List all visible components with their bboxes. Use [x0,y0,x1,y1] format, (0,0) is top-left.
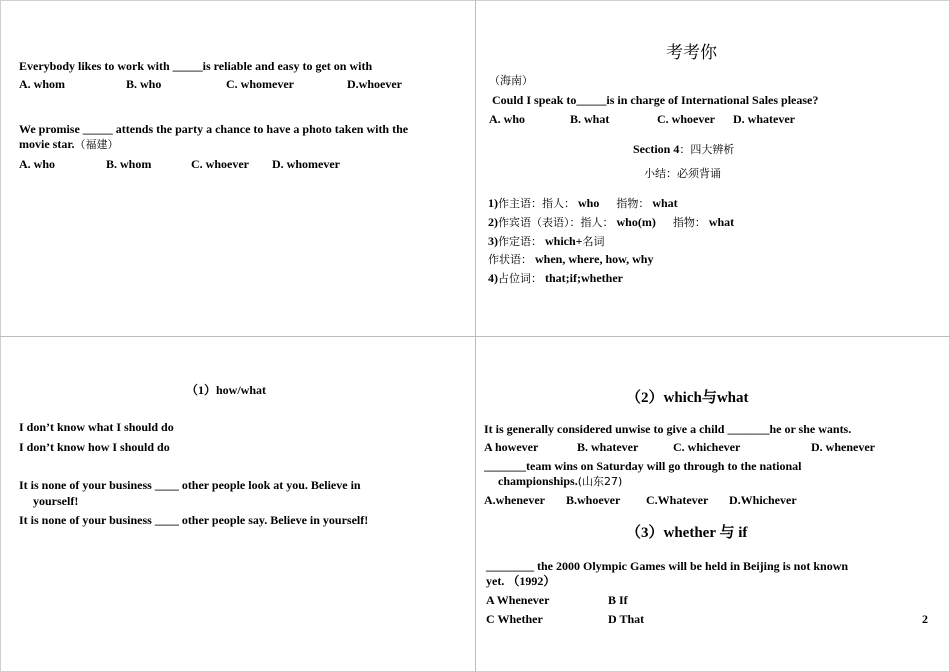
br-q2-option-d: D.Whichever [729,493,797,507]
q2-stem-line2 [19,137,119,152]
q2-option-b: B. whom [106,157,152,171]
q1-option-a: A. whom [19,77,66,91]
how-what-line1: I don’t know what I should do [19,420,174,434]
br-q1-option-b: B. whatever [577,440,639,454]
rule-1-num: 1) [488,196,498,210]
br-q3-option-a: A Whenever [486,593,550,607]
q1-option-d: D.whoever [347,77,402,91]
q1-stem: Everybody likes to work with _____is reliable and easy to get on with [19,59,373,73]
rule-3-tail: 名词 [582,235,605,248]
rule-4-num: 4) [488,271,498,285]
section-cn: ：四大辨析 [679,143,735,156]
br-q2-text: championships. [498,474,578,488]
rule-adverbial-label: 作状语： [488,253,532,266]
rule-2-num: 2) [488,215,498,229]
section-heading [633,142,734,157]
quiz-option-c: C. whoever [657,112,715,126]
how-what-line4: It is none of your business ____ other people say. Believe in yourself! [19,513,369,527]
section-en: Section 4 [633,142,680,156]
br-q1-option-d: D. whenever [811,440,875,454]
q2-stem-line1: We promise _____ attends the party a chance to have a photo taken with the [19,122,409,136]
quiz-option-a: A. who [489,112,526,126]
br-q3-option-d: D That [608,612,645,626]
quiz-question: Could I speak to_____is in charge of International Sales please? [492,93,819,107]
q2-stem-text: movie star. [19,137,75,151]
page-number: 2 [922,612,928,626]
q2-option-c: C. whoever [191,157,249,171]
br-q3-option-b: B If [608,593,628,607]
quiz-title: 考考你 [666,43,717,63]
rule-1 [488,196,678,211]
rule-1-label: 作主语：指人： [498,197,575,210]
quiz-source: （海南） [489,74,533,87]
br-q2-option-a: A.whenever [484,493,545,507]
br-q3-stem-a: ________ the 2000 Olympic Games will be held in Beijing is not known [486,559,849,573]
whether-if-heading: （3）whether 与 if [626,525,748,541]
q2-option-d: D. whomever [272,157,340,171]
quiz-option-d: D. whatever [733,112,795,126]
rule-3-num: 3) [488,234,498,248]
q2-source: （福建） [74,138,119,151]
br-q1-option-c: C. whichever [673,440,741,454]
br-q2-stem-a: _______team wins on Saturday will go through to the national [484,459,802,473]
br-q3-option-c: C Whether [486,612,543,626]
rule-adverbial [488,252,653,267]
which-what-heading: （2）which与what [626,390,749,406]
quiz-option-b: B. what [570,112,610,126]
rule-4 [488,271,623,286]
rule-1-label2: 指物： [616,197,650,210]
how-what-line3a: It is none of your business ____ other people look at you. Believe in [19,478,361,492]
rule-4-label: 占位词： [498,272,542,285]
rule-3 [488,234,605,249]
rule-2 [488,215,734,230]
br-q2-source: (山东27) [577,475,623,488]
summary-label: 小结：必须背诵 [644,167,721,180]
rule-1-what: what [652,196,678,210]
rule-2-label: 作宾语（表语）：指人： [498,216,614,229]
br-q2-option-c: C.Whatever [646,493,709,507]
q1-option-b: B. who [126,77,162,91]
rule-1-who: who [578,196,600,210]
q2-option-a: A. who [19,157,56,171]
how-what-line3b: yourself! [33,494,79,508]
rule-adverbial-value: when, where, how, why [535,252,654,266]
br-q1-stem: It is generally considered unwise to give a child _______he or she wants. [484,422,852,436]
rule-4-value: that;if;whether [545,271,623,285]
rule-3-label: 作定语： [498,235,542,248]
br-q1-option-a: A however [484,440,539,454]
br-q2-stem-b [498,474,622,489]
q1-option-c: C. whomever [226,77,294,91]
br-q2-option-b: B.whoever [566,493,621,507]
rule-2-label2: 指物： [672,216,706,229]
rule-2-who: who(m) [616,215,656,229]
rule-3-value: which+ [545,234,583,248]
rule-2-what: what [708,215,735,229]
horizontal-divider [0,336,950,337]
br-q3-stem-b: yet. （1992） [486,574,556,588]
how-what-line2: I don’t know how I should do [19,440,170,454]
how-what-heading: （1）how/what [186,383,267,397]
